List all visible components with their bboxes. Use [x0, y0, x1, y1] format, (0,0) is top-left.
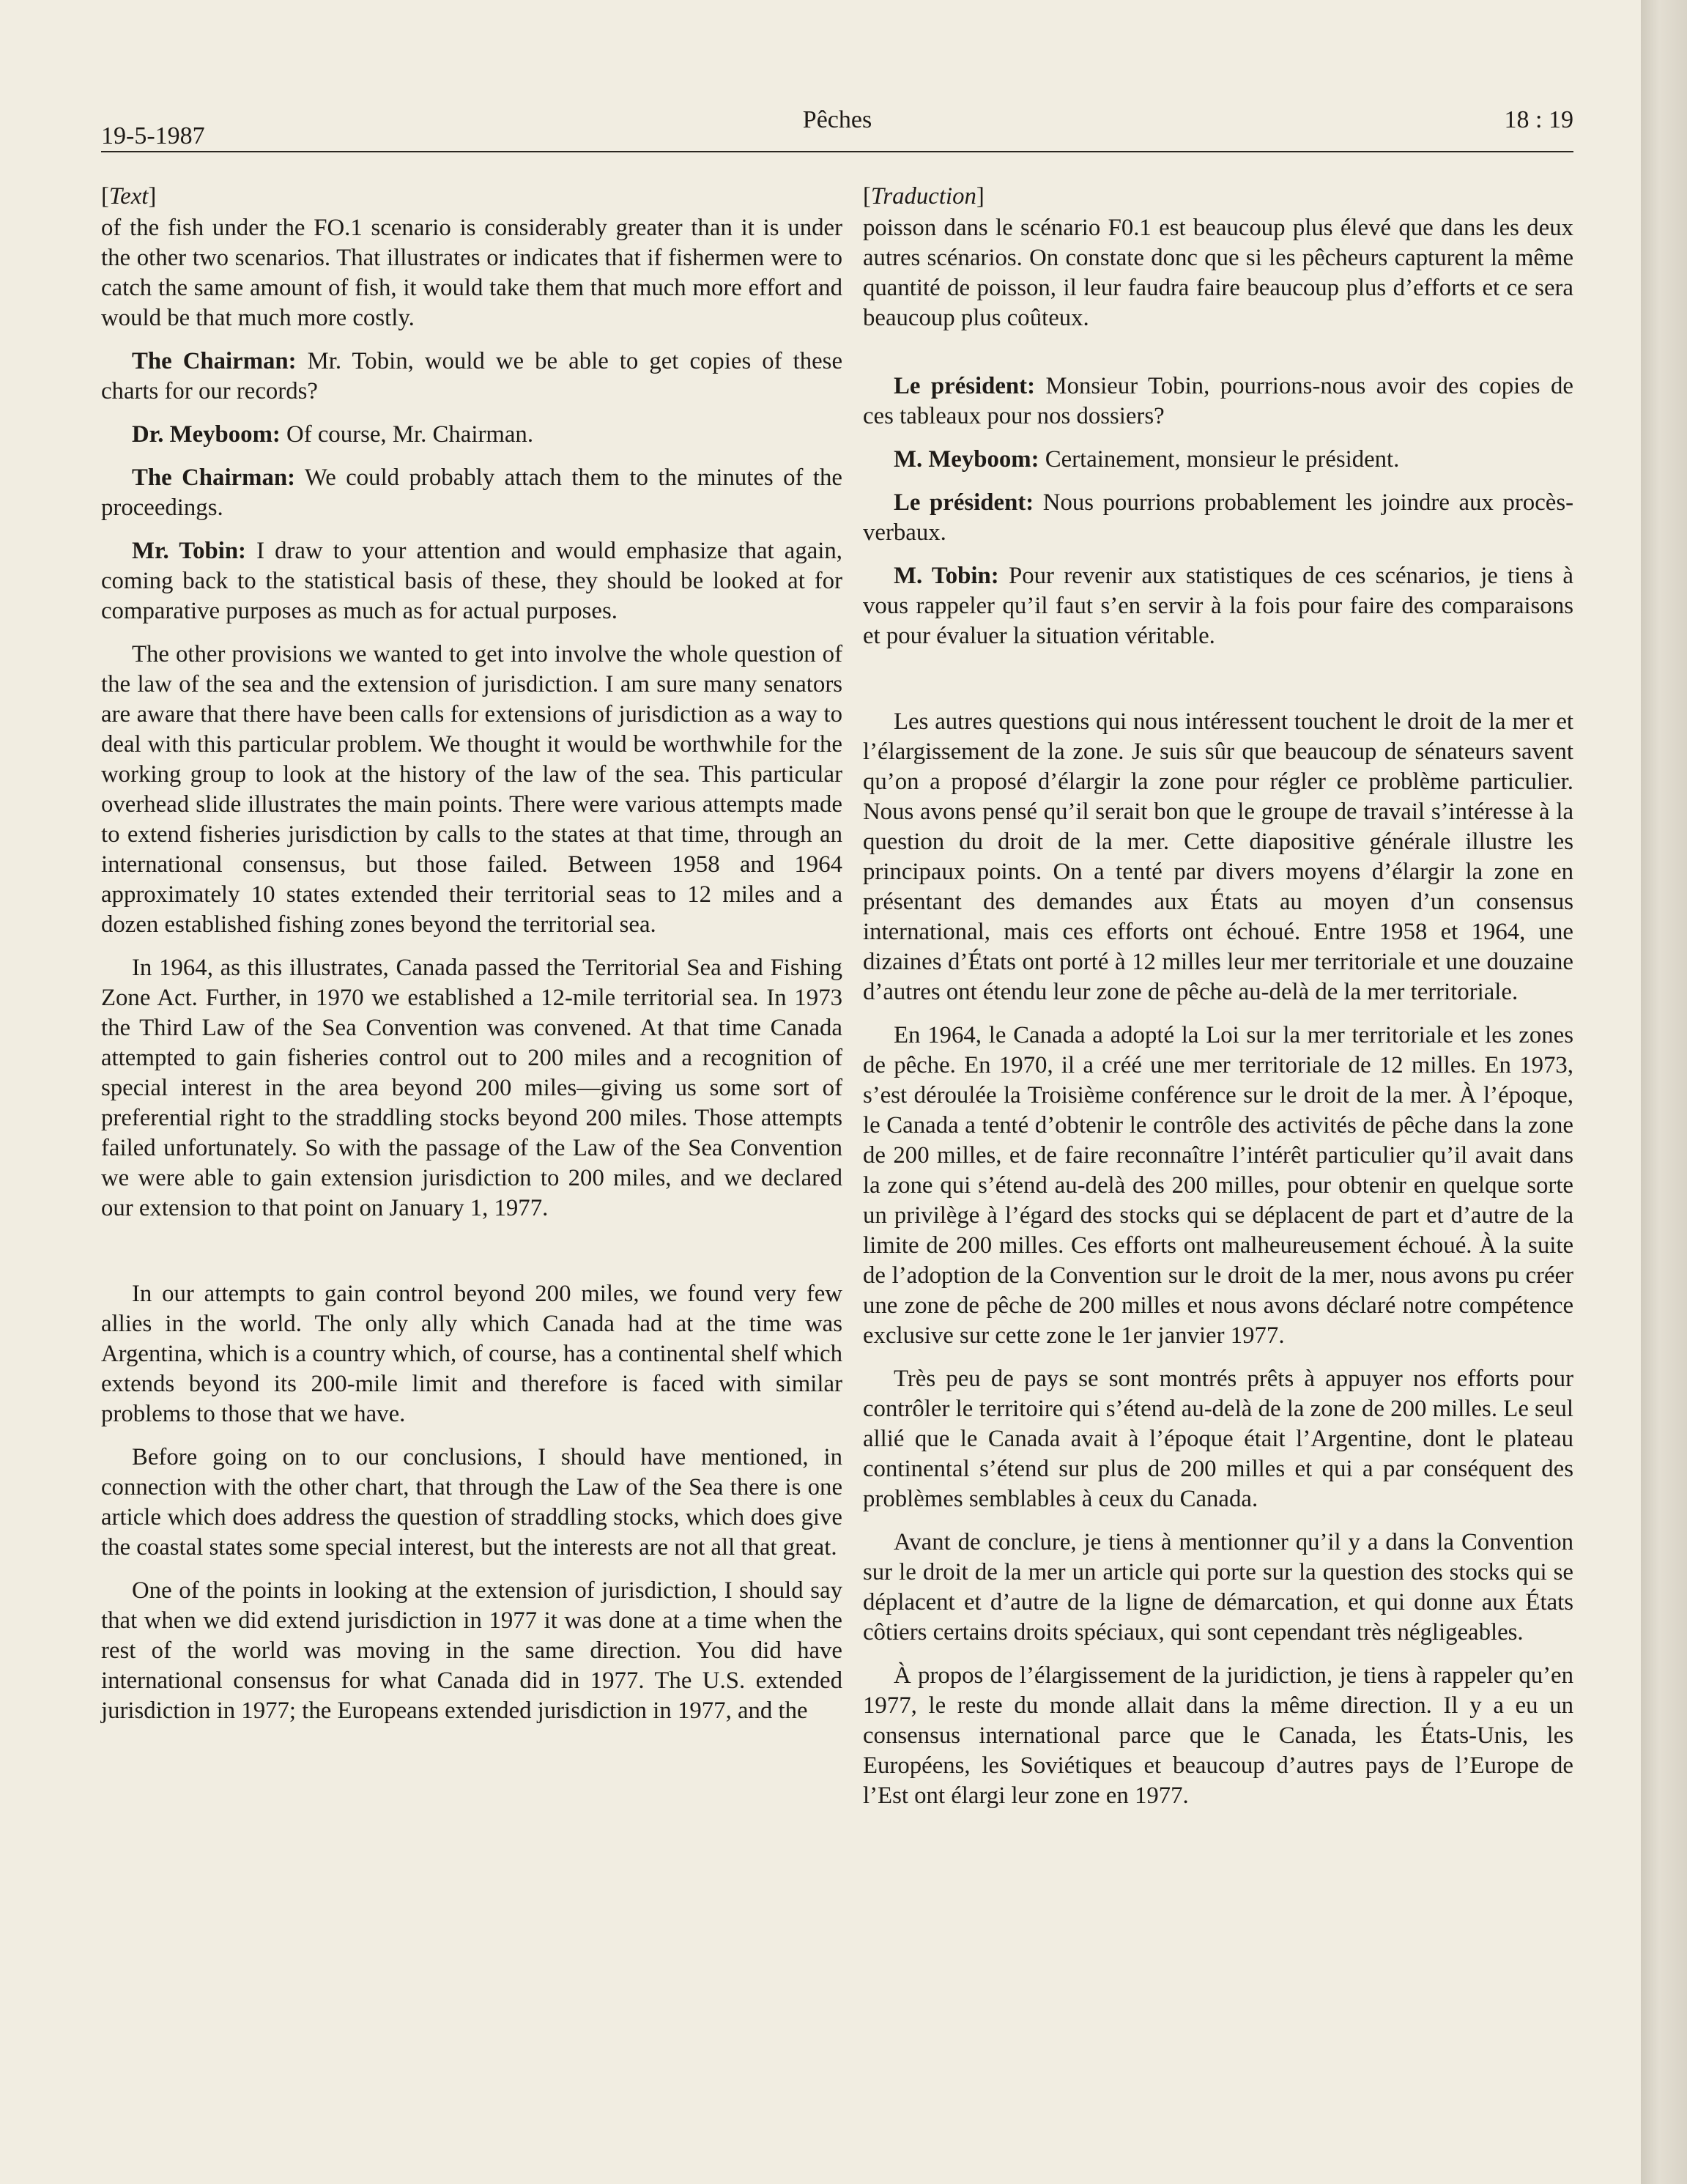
- speaker-name: Le président:: [894, 489, 1034, 516]
- paragraph: The Chairman: Mr. Tobin, would we be able to get copies of these charts for our records?: [101, 348, 843, 404]
- header-page-number: 18 : 19: [1504, 106, 1573, 133]
- speaker-name: M. Tobin:: [894, 563, 999, 589]
- page-header: [101, 106, 1573, 152]
- speaker-name: M. Meyboom:: [894, 446, 1039, 473]
- page-edge: [1641, 0, 1687, 2184]
- paragraph: M. Tobin: Pour revenir aux statistiques de ces scénarios, je tiens à vous rappeler qu’il faut s’en servir à la fois pour faire des comparaisons et pour évaluer la situation véritable.: [863, 563, 1573, 649]
- paragraph: À propos de l’élargissement de la juridiction, je tiens à rappeler qu’en 1977, le reste du monde allait dans la même direction. Il y a eu un consensus international parce que le Canada, les États-Unis, les Européens, les Soviétiques et beaucoup d’autres pays de l’Europe de l’Est ont élargi leur zone en 1977.: [863, 1662, 1573, 1809]
- paragraph: Before going on to our conclusions, I should have mentioned, in connection with the other chart, that through the Law of the Sea there is one article which does address the question of straddling stocks, which does give the coastal states some special interest, but the interests are not all that great.: [101, 1444, 842, 1561]
- speaker-name: Le président:: [894, 373, 1035, 399]
- paragraph: M. Meyboom: Certainement, monsieur le président.: [894, 446, 1400, 473]
- paragraph: Les autres questions qui nous intéressent touchent le droit de la mer et l’élargissement de la zone. Je suis sûr que beaucoup de sénateurs savent qu’on a proposé d’élargir la zone pour régler ce problème particulier. Nous avons pensé qu’il serait bon que le groupe de travail s’intéresse à la question du droit de la mer. Cette diapositive générale illustre les principaux points. On a tenté par divers moyens d’élargir la zone en présentant des demandes aux États au moyen d’un consensus international, mais ces efforts ont échoué. Entre 1958 et 1964, une dizaines d’États ont porté à 12 milles leur mer territoriale et une douzaine d’autres ont étendu leur zone de pêche au-delà de la mer territoriale.: [863, 708, 1573, 1005]
- paragraph: The other provisions we wanted to get into involve the whole question of the law of the sea and the extension of jurisdiction. I am sure many senators are aware that there have been calls for extensions of jurisdiction as a way to deal with this particular problem. We thought it would be worthwhile for the working group to look at the history of the law of the sea. This particular overhead slide illustrates the main points. There were various attempts made to extend fisheries jurisdiction by calls to the states at that time, through an international consensus, but those failed. Between 1958 and 1964 approximately 10 states extended their territorial seas to 12 miles and a dozen established fishing zones beyond the territorial sea.: [101, 641, 842, 938]
- paragraph: Le président: Nous pourrions probablement les joindre aux procès-verbaux.: [863, 489, 1573, 546]
- paragraph: In 1964, as this illustrates, Canada passed the Territorial Sea and Fishing Zone Act. Further, in 1970 we established a 12-mile territorial sea. In 1973 the Third Law of the Sea Convention was convened. At that time Canada attempted to gain fisheries control out to 200 miles and a recognition of special interest in the area beyond 200 miles—giving us some sort of preferential right to the straddling stocks beyond 200 miles. Those attempts failed unfortunately. So with the passage of the Law of the Sea Convention we were able to gain extension jurisdiction to 200 miles, and we declared our extension to that point on January 1, 1977.: [101, 955, 842, 1221]
- paragraph: Dr. Meyboom: Of course, Mr. Chairman.: [132, 421, 534, 448]
- french-column: [863, 182, 1573, 1811]
- paragraph: Très peu de pays se sont montrés prêts à appuyer nos efforts pour contrôler le territoire qui s’étend au-delà de la zone de 200 milles. Le seul allié que le Canada avait à l’époque était l’Argentine, dont le plateau continental s’étend sur plus de 200 milles et qui a par conséquent des problèmes semblables à ceux du Canada.: [863, 1366, 1573, 1512]
- paragraph: Le président: Monsieur Tobin, pourrions-nous avoir des copies de ces tableaux pour nos dossiers?: [863, 373, 1573, 429]
- english-column: [101, 182, 842, 1726]
- column-tag: [Text]: [101, 183, 157, 210]
- speaker-name: Dr. Meyboom:: [132, 421, 281, 448]
- header-rule: [101, 151, 1573, 152]
- paragraph: of the fish under the FO.1 scenario is considerably greater than it is under the other two scenarios. That illustrates or indicates that if fishermen were to catch the same amount of fish, it would take them that much more effort and would be that much more costly.: [101, 215, 842, 331]
- speaker-name: Mr. Tobin:: [132, 538, 246, 564]
- speaker-name: The Chairman:: [132, 348, 297, 374]
- paragraph: poisson dans le scénario F0.1 est beaucoup plus élevé que dans les deux autres scénarios. On constate donc que si les pêcheurs capturent la même quantité de poisson, il leur faudra faire beaucoup plus d’efforts et ce sera beaucoup plus coûteux.: [863, 215, 1573, 331]
- column-tag: [Traduction]: [863, 183, 985, 210]
- paragraph: One of the points in looking at the extension of jurisdiction, I should say that when we did extend jurisdiction in 1977 it was done at a time when the rest of the world was moving in the same direction. You did have international consensus for what Canada did in 1977. The U.S. extended jurisdiction in 1977; the Europeans extended jurisdiction in 1977, and the: [101, 1577, 842, 1724]
- paragraph: Mr. Tobin: I draw to your attention and would emphasize that again, coming back to the statistical basis of these, they should be looked at for comparative purposes as much as for actual purposes.: [101, 538, 842, 624]
- header-title: Pêches: [802, 106, 872, 133]
- paragraph: Avant de conclure, je tiens à mentionner qu’il y a dans la Convention sur le droit de la mer un article qui porte sur la question des stocks qui se déplacent et d’autre de la ligne de démarcation, et qui donne aux États côtiers certains droits spéciaux, qui sont cependant très négligeables.: [863, 1529, 1573, 1646]
- header-date: 19-5-1987: [101, 122, 205, 149]
- paragraph: In our attempts to gain control beyond 200 miles, we found very few allies in the world. The only ally which Canada had at the time was Argentina, which is a country which, of course, has a continental shelf which extends beyond its 200-mile limit and therefore is faced with similar problems to those that we have.: [101, 1281, 842, 1427]
- speaker-name: The Chairman:: [132, 464, 295, 491]
- paragraph: En 1964, le Canada a adopté la Loi sur la mer territoriale et les zones de pêche. En 1970, il a créé une mer territoriale de 12 milles. En 1973, s’est déroulée la Troisième conférence sur le droit de la mer. À l’époque, le Canada a tenté d’obtenir le contrôle des activités de pêche dans la zone de 200 milles, et de faire reconnaître l’intérêt particulier qu’il avait dans la zone qui s’étend au-delà des 200 milles, pour obtenir en quelque sorte un privilège à l’égard des stocks qui se déplacent de part et d’autre de la limite de 200 milles. Ces efforts ont malheureusement échoué. À la suite de l’adoption de la Convention sur le droit de la mer, nous avons pu créer une zone de pêche de 200 milles et nous avons déclaré notre compétence exclusive sur cette zone le 1er janvier 1977.: [863, 1022, 1573, 1349]
- paragraph: The Chairman: We could probably attach them to the minutes of the proceedings.: [101, 464, 842, 521]
